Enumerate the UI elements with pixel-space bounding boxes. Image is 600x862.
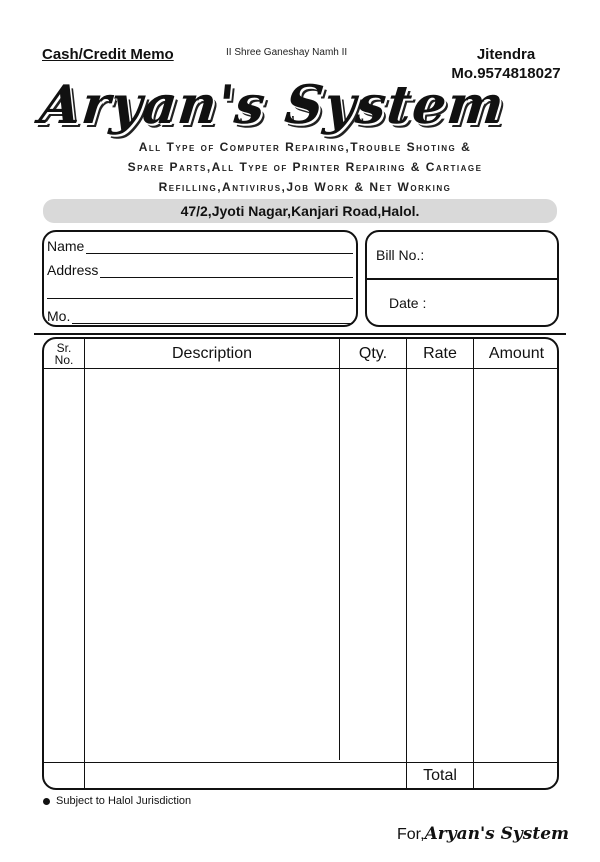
- total-label: Total: [423, 767, 457, 784]
- col-amount-header: Amount: [488, 345, 545, 362]
- jurisdiction-note: [43, 795, 191, 807]
- col-qty-header: Qty.: [358, 345, 388, 362]
- items-table: [42, 337, 559, 790]
- for-label: For,: [397, 826, 425, 843]
- services-line: Spare Parts,All Type of Printer Repairing & Cartiage: [127, 160, 483, 174]
- memo-type-title: Cash/Credit Memo: [42, 46, 174, 63]
- address-line-2: [47, 286, 353, 299]
- address-field[interactable]: [47, 262, 353, 278]
- bill-no-label: Bill No.:: [376, 247, 425, 263]
- name-line: [86, 241, 353, 254]
- mobile-label: Mo.: [47, 308, 71, 324]
- bill-details-box: [365, 230, 559, 327]
- mobile-line: [72, 311, 353, 324]
- table-header-divider: [44, 368, 557, 369]
- date-label: Date :: [389, 295, 427, 311]
- owner-name: Jitendra: [476, 46, 536, 63]
- col-divider: [84, 339, 85, 788]
- services-line: Refilling,Antivirus,Job Work & Net Working: [158, 180, 452, 194]
- address-field-continued[interactable]: [47, 286, 353, 299]
- brand-title: Aryan's System: [36, 74, 508, 136]
- col-divider: [473, 339, 474, 788]
- col-description-header: Description: [171, 345, 253, 362]
- bill-box-divider: [367, 278, 557, 280]
- col-sr-line2: No.: [54, 353, 74, 367]
- address-label: Address: [47, 262, 99, 278]
- owner-mobile: Mo.9574818027: [451, 65, 561, 82]
- col-rate-header: Rate: [423, 345, 457, 362]
- jurisdiction-text: Subject to Halol Jurisdiction: [56, 795, 192, 807]
- col-divider: [406, 339, 407, 788]
- mobile-field[interactable]: [47, 308, 353, 324]
- col-sr-line1: Sr.: [56, 341, 72, 355]
- name-field[interactable]: [47, 238, 353, 254]
- customer-details-box: [42, 230, 358, 327]
- business-address: 47/2,Jyoti Nagar,Kanjari Road,Halol.: [43, 199, 557, 223]
- bullet-icon: [43, 798, 50, 805]
- col-divider: [339, 339, 340, 760]
- col-sr-no-header: [44, 339, 84, 369]
- signature-line: [397, 824, 569, 844]
- signature-brand: Aryan's System: [424, 824, 570, 844]
- address-line: [100, 265, 353, 278]
- services-description: [40, 137, 570, 197]
- section-divider: [34, 333, 566, 335]
- services-line: All Type of Computer Repairing,Trouble Shoting &: [138, 140, 472, 154]
- invocation-text: II Shree Ganeshay Namh II: [226, 47, 348, 58]
- total-amount-cell[interactable]: [474, 763, 559, 789]
- name-label: Name: [47, 238, 85, 254]
